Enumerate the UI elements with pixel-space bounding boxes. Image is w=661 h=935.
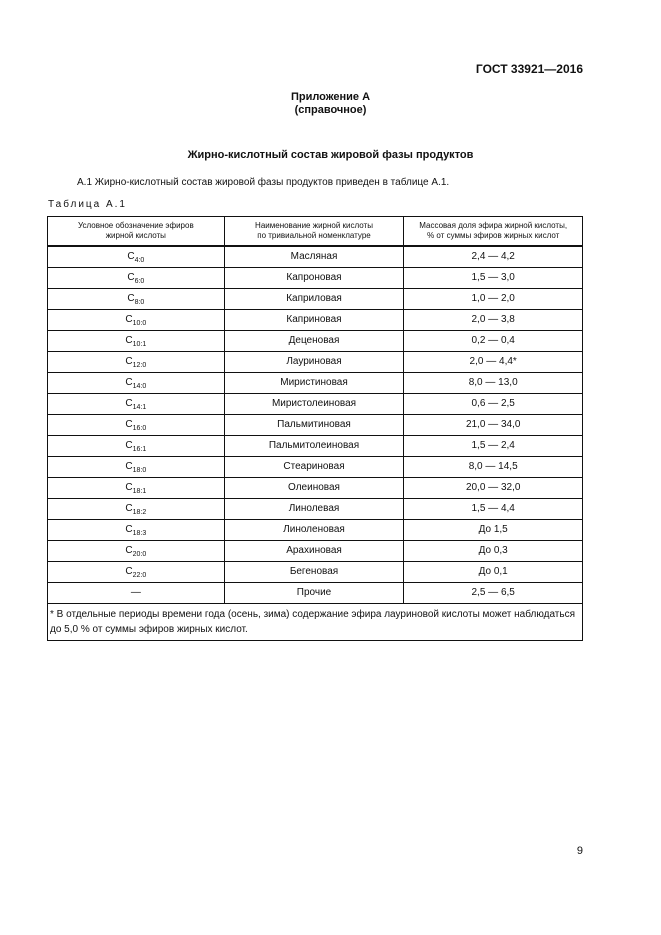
cell-symbol: $C_{14:0}$ xyxy=(48,373,225,394)
cell-symbol: $C_{18:3}$ xyxy=(48,520,225,541)
cell-name: Миристолеиновая xyxy=(224,394,404,415)
cell-value: 0,2 — 0,4 xyxy=(404,331,583,352)
table-row xyxy=(48,373,583,394)
appendix-subtitle: (справочное) xyxy=(294,104,367,116)
cell-name: Лауриновая xyxy=(224,352,404,373)
cell-name: Бегеновая xyxy=(224,562,404,583)
document-code: ГОСТ 33921—2016 xyxy=(475,62,583,76)
header-name: Наименование жирной кислоты по тривиальной номенклатуре xyxy=(224,217,404,247)
table-row xyxy=(48,331,583,352)
cell-value: 8,0 — 14,5 xyxy=(404,457,583,478)
cell-symbol: $C_{18:0}$ xyxy=(48,457,225,478)
table-row xyxy=(48,415,583,436)
cell-symbol: $C_{4:0}$ xyxy=(48,246,225,268)
fatty-acid-table xyxy=(47,216,583,641)
cell-value: До 1,5 xyxy=(404,520,583,541)
appendix-title: Приложение А xyxy=(290,91,371,103)
table-row xyxy=(48,268,583,289)
cell-symbol: $C_{10:0}$ xyxy=(48,310,225,331)
table-row xyxy=(48,310,583,331)
cell-symbol: $C_{14:1}$ xyxy=(48,394,225,415)
cell-name: Миристиновая xyxy=(224,373,404,394)
page-number: 9 xyxy=(576,845,583,857)
table-row xyxy=(48,457,583,478)
cell-value: 20,0 — 32,0 xyxy=(404,478,583,499)
cell-value: До 0,1 xyxy=(404,562,583,583)
cell-name: Олеиновая xyxy=(224,478,404,499)
cell-symbol: $C_{18:2}$ xyxy=(48,499,225,520)
table-row xyxy=(48,583,583,604)
table-row xyxy=(48,246,583,268)
appendix-block xyxy=(0,91,661,117)
cell-value: 0,6 — 2,5 xyxy=(404,394,583,415)
cell-value: 2,4 — 4,2 xyxy=(404,246,583,268)
table-row xyxy=(48,541,583,562)
cell-value: 21,0 — 34,0 xyxy=(404,415,583,436)
cell-symbol: $C_{10:1}$ xyxy=(48,331,225,352)
cell-name: Деценовая xyxy=(224,331,404,352)
cell-value: 1,0 — 2,0 xyxy=(404,289,583,310)
table-row xyxy=(48,436,583,457)
cell-name: Капроновая xyxy=(224,268,404,289)
table-footnote: * В отдельные периоды времени года (осень, зима) содержание эфира лауриновой кислоты может наблюдаться до 5,0 % от суммы эфиров жирных кислот. xyxy=(48,604,583,641)
cell-symbol: $C_{20:0}$ xyxy=(48,541,225,562)
cell-symbol: $C_{6:0}$ xyxy=(48,268,225,289)
table-row xyxy=(48,562,583,583)
cell-value: 1,5 — 4,4 xyxy=(404,499,583,520)
cell-name: Каприловая xyxy=(224,289,404,310)
header-symbol: Условное обозначение эфиров жирной кислоты xyxy=(48,217,225,247)
intro-paragraph: А.1 Жирно-кислотный состав жировой фазы продуктов приведен в таблице А.1. xyxy=(77,177,450,188)
cell-name: Прочие xyxy=(224,583,404,604)
cell-value: 1,5 — 3,0 xyxy=(404,268,583,289)
table-header-row xyxy=(48,217,583,247)
cell-symbol: $C_{16:1}$ xyxy=(48,436,225,457)
cell-name: Пальмитиновая xyxy=(224,415,404,436)
table-row xyxy=(48,520,583,541)
table-caption: Таблица А.1 xyxy=(48,199,127,210)
cell-symbol: $C_{18:1}$ xyxy=(48,478,225,499)
cell-name: Арахиновая xyxy=(224,541,404,562)
cell-symbol: $C_{22:0}$ xyxy=(48,562,225,583)
cell-value: 8,0 — 13,0 xyxy=(404,373,583,394)
table-row xyxy=(48,499,583,520)
section-heading: Жирно-кислотный состав жировой фазы продуктов xyxy=(187,149,474,161)
cell-value: 2,0 — 4,4* xyxy=(404,352,583,373)
cell-symbol: — xyxy=(48,583,225,604)
cell-name: Стеариновая xyxy=(224,457,404,478)
cell-name: Линоленовая xyxy=(224,520,404,541)
cell-symbol: $C_{8:0}$ xyxy=(48,289,225,310)
cell-name: Каприновая xyxy=(224,310,404,331)
cell-value: 2,5 — 6,5 xyxy=(404,583,583,604)
table-row xyxy=(48,394,583,415)
cell-value: 1,5 — 2,4 xyxy=(404,436,583,457)
table-row xyxy=(48,478,583,499)
cell-name: Масляная xyxy=(224,246,404,268)
cell-symbol: $C_{12:0}$ xyxy=(48,352,225,373)
table-row xyxy=(48,352,583,373)
table-row xyxy=(48,289,583,310)
cell-name: Пальмитолеиновая xyxy=(224,436,404,457)
cell-value: До 0,3 xyxy=(404,541,583,562)
cell-name: Линолевая xyxy=(224,499,404,520)
header-value: Массовая доля эфира жирной кислоты, % от суммы эфиров жирных кислот xyxy=(404,217,583,247)
cell-symbol: $C_{16:0}$ xyxy=(48,415,225,436)
cell-value: 2,0 — 3,8 xyxy=(404,310,583,331)
